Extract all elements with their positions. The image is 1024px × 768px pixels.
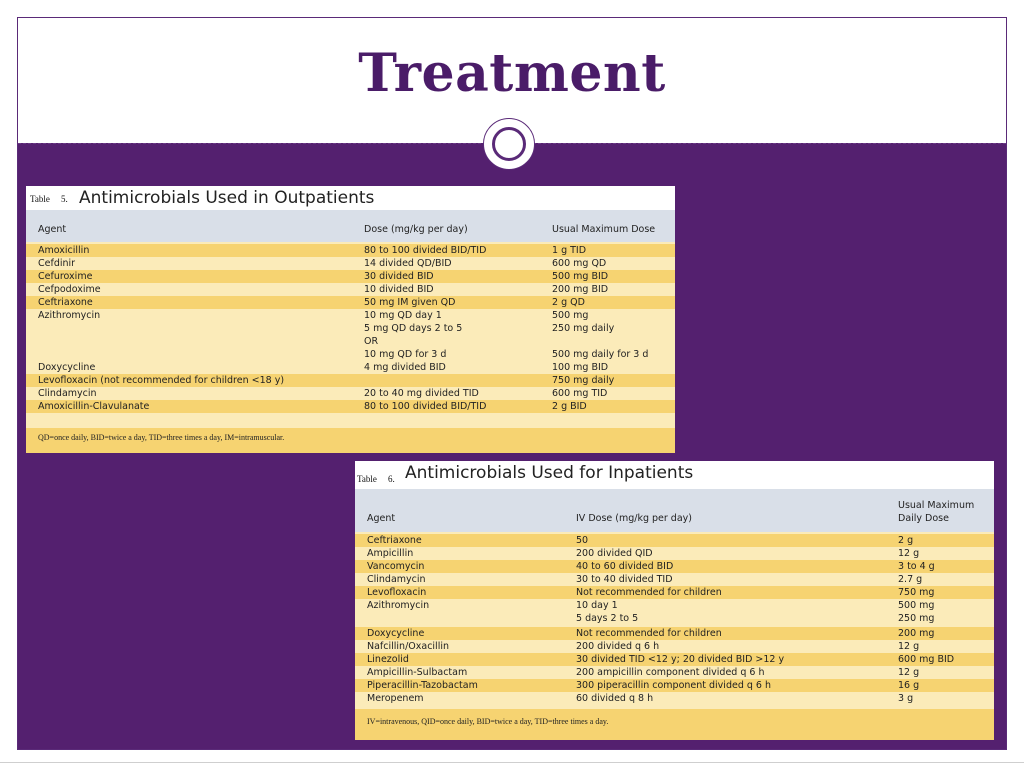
cell-agent: Clindamycin xyxy=(367,574,426,585)
cell-dose: 50 mg IM given QD xyxy=(364,297,456,308)
table-row xyxy=(26,361,675,374)
table-row xyxy=(355,666,994,679)
cell-agent: Amoxicillin-Clavulanate xyxy=(38,401,150,412)
cell-agent: Vancomycin xyxy=(367,561,425,572)
cell-dose: OR xyxy=(364,336,379,347)
cell-max: 12 g xyxy=(898,667,920,678)
table-row xyxy=(26,400,675,413)
table-row xyxy=(355,653,994,666)
table-header-row xyxy=(355,489,994,532)
column-header-max-line2: Daily Dose xyxy=(898,513,949,524)
cell-max: 500 mg daily for 3 d xyxy=(552,349,649,360)
cell-max: 500 mg xyxy=(552,310,589,321)
table-footnote-row xyxy=(26,428,675,453)
table-body xyxy=(355,532,994,709)
table-row xyxy=(26,296,675,309)
cell-max: 600 mg TID xyxy=(552,388,608,399)
cell-agent: Clindamycin xyxy=(38,388,97,399)
table-row xyxy=(355,534,994,547)
table-row xyxy=(355,573,994,586)
table-number: 5. xyxy=(61,194,68,204)
cell-max: 3 g xyxy=(898,693,914,704)
cell-dose: 10 divided BID xyxy=(364,284,434,295)
cell-dose: 50 xyxy=(576,535,589,546)
cell-dose: 5 days 2 to 5 xyxy=(576,613,639,624)
cell-agent: Cefpodoxime xyxy=(38,284,101,295)
cell-agent: Cefuroxime xyxy=(38,271,93,282)
cell-agent: Cefdinir xyxy=(38,258,76,269)
cell-agent: Piperacillin-Tazobactam xyxy=(367,680,478,691)
circle-ornament-icon xyxy=(483,118,535,170)
cell-max: 2 g QD xyxy=(552,297,585,308)
cell-dose: Not recommended for children xyxy=(576,587,722,598)
bottom-rule xyxy=(0,762,1024,763)
cell-agent: Nafcillin/Oxacillin xyxy=(367,641,449,652)
column-header-dose: IV Dose (mg/kg per day) xyxy=(576,513,692,524)
table-row xyxy=(26,335,675,348)
slide-title: Treatment xyxy=(358,43,666,104)
cell-max: 250 mg xyxy=(898,613,935,624)
cell-dose: 80 to 100 divided BID/TID xyxy=(364,401,487,412)
table-inpatients xyxy=(355,461,994,740)
cell-max: 250 mg daily xyxy=(552,323,615,334)
cell-dose: 200 ampicillin component divided q 6 h xyxy=(576,667,765,678)
cell-max: 600 mg BID xyxy=(898,654,955,665)
table-row xyxy=(355,679,994,692)
cell-max: 12 g xyxy=(898,548,920,559)
cell-max: 2 g xyxy=(898,535,914,546)
cell-dose: 5 mg QD days 2 to 5 xyxy=(364,323,463,334)
cell-dose: 200 divided QID xyxy=(576,548,653,559)
cell-dose: 10 day 1 xyxy=(576,600,618,611)
cell-dose: 60 divided q 8 h xyxy=(576,693,654,704)
table-row xyxy=(355,692,994,705)
cell-max: 200 mg BID xyxy=(552,284,609,295)
table-footnote: QD=once daily, BID=twice a day, TID=three times a day, IM=intramuscular. xyxy=(38,433,285,442)
table-title: Antimicrobials Used in Outpatients xyxy=(79,188,375,208)
table-label: Table xyxy=(30,194,50,204)
table-row xyxy=(26,283,675,296)
cell-max: 750 mg daily xyxy=(552,375,615,386)
cell-agent: Meropenem xyxy=(367,693,424,704)
cell-max: 500 mg BID xyxy=(552,271,609,282)
table-row xyxy=(26,374,675,387)
cell-dose: 40 to 60 divided BID xyxy=(576,561,674,572)
cell-dose: 10 mg QD for 3 d xyxy=(364,349,447,360)
cell-agent: Ampicillin-Sulbactam xyxy=(367,667,468,678)
cell-agent: Azithromycin xyxy=(367,600,430,611)
cell-dose: Not recommended for children xyxy=(576,628,722,639)
cell-agent: Ceftriaxone xyxy=(367,535,422,546)
cell-agent: Azithromycin xyxy=(38,310,101,321)
cell-max: 500 mg xyxy=(898,600,935,611)
cell-max: 100 mg BID xyxy=(552,362,609,373)
table-row xyxy=(355,599,994,612)
cell-dose: 300 piperacillin component divided q 6 h xyxy=(576,680,772,691)
table-row xyxy=(355,560,994,573)
table-row xyxy=(26,309,675,322)
table-outpatients xyxy=(26,186,675,453)
cell-dose: 80 to 100 divided BID/TID xyxy=(364,245,487,256)
cell-agent: Ampicillin xyxy=(367,548,414,559)
table-row xyxy=(26,348,675,361)
table-row xyxy=(355,586,994,599)
cell-max: 2.7 g xyxy=(898,574,923,585)
cell-max: 3 to 4 g xyxy=(898,561,935,572)
cell-agent: Doxycycline xyxy=(367,628,425,639)
cell-agent: Ceftriaxone xyxy=(38,297,93,308)
cell-dose: 30 divided BID xyxy=(364,271,434,282)
table-title: Antimicrobials Used for Inpatients xyxy=(405,463,694,483)
cell-max: 2 g BID xyxy=(552,401,587,412)
cell-agent: Amoxicillin xyxy=(38,245,90,256)
table-label: Table xyxy=(357,474,377,484)
table-footnote-row xyxy=(355,709,994,740)
cell-dose: 30 to 40 divided TID xyxy=(576,574,673,585)
cell-max: 1 g TID xyxy=(552,245,587,256)
table-header-row xyxy=(26,210,675,242)
table-row xyxy=(355,640,994,653)
table-row xyxy=(355,547,994,560)
cell-dose: 30 divided TID <12 y; 20 divided BID >12 y xyxy=(576,654,785,665)
table-row xyxy=(355,627,994,640)
column-header-max-line1: Usual Maximum xyxy=(898,500,975,511)
table-footnote: IV=intravenous, QID=once daily, BID=twice a day, TID=three times a day. xyxy=(367,717,609,726)
table-body xyxy=(26,242,675,428)
cell-dose: 14 divided QD/BID xyxy=(364,258,452,269)
table-row xyxy=(26,322,675,335)
cell-agent: Doxycycline xyxy=(38,362,96,373)
column-header-max: Usual Maximum Dose xyxy=(552,224,656,235)
cell-max: 750 mg xyxy=(898,587,935,598)
column-header-dose: Dose (mg/kg per day) xyxy=(364,224,468,235)
cell-dose: 10 mg QD day 1 xyxy=(364,310,442,321)
column-header-agent: Agent xyxy=(38,224,67,235)
table-row xyxy=(26,244,675,257)
column-header-agent: Agent xyxy=(367,513,396,524)
cell-agent: Linezolid xyxy=(367,654,409,665)
cell-dose: 20 to 40 mg divided TID xyxy=(364,388,479,399)
table-number: 6. xyxy=(388,474,395,484)
cell-max: 600 mg QD xyxy=(552,258,607,269)
table-row xyxy=(26,270,675,283)
cell-dose: 200 divided q 6 h xyxy=(576,641,660,652)
cell-max: 16 g xyxy=(898,680,920,691)
cell-agent: Levofloxacin (not recommended for children <18 y) xyxy=(38,375,285,386)
cell-max: 200 mg xyxy=(898,628,935,639)
table-row xyxy=(26,387,675,400)
cell-max: 12 g xyxy=(898,641,920,652)
cell-agent: Levofloxacin xyxy=(367,587,427,598)
table-row xyxy=(26,257,675,270)
table-row xyxy=(355,612,994,625)
cell-dose: 4 mg divided BID xyxy=(364,362,446,373)
